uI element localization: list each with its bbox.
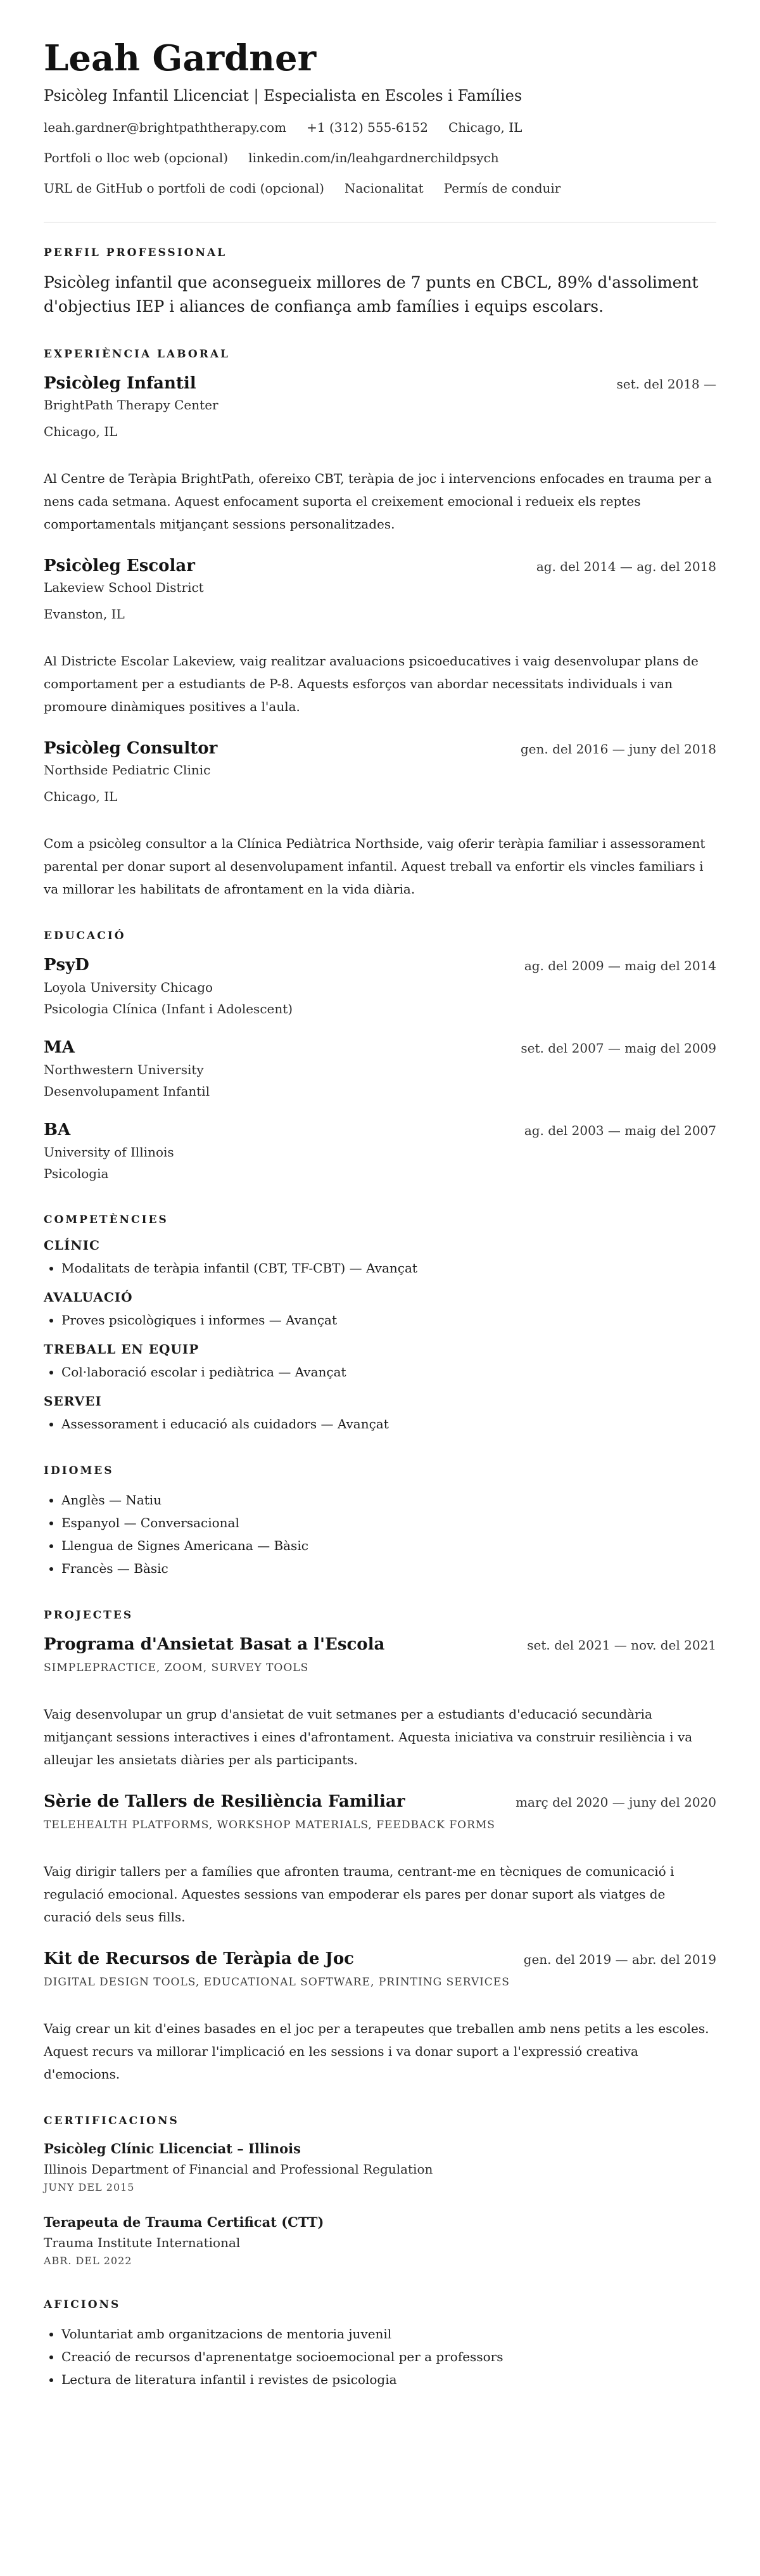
section-projects [44, 1609, 716, 2086]
job-title: Psicòleg Escolar [44, 556, 195, 575]
experience-entry-head [44, 737, 716, 760]
job-location: Chicago, IL [44, 789, 118, 804]
section-title-languages: IDIOMES [44, 1464, 114, 1477]
education-entry-head [44, 1036, 716, 1059]
contact-location: Chicago, IL [448, 120, 522, 135]
skill-item: • Proves psicològiques i informes — Avançat [61, 1309, 716, 1331]
section-certifications [44, 2115, 716, 2269]
language-list [44, 1489, 716, 1580]
job-title: Psicòleg Infantil [44, 374, 196, 393]
project-dates: gen. del 2019 — abr. del 2019 [523, 1952, 716, 1967]
contact-phone[interactable]: +1 (312) 555-6152 [307, 120, 428, 135]
project-description: Vaig desenvolupar un grup d'ansietat de vuit setmanes per a estudiants d'educació secundària mitjançant sessions interactives i eines d'afrontament. Aquesta iniciativa va construir resiliència i va alleujar les ansietats diàries per als participants. [44, 1707, 693, 1767]
section-hobbies [44, 2298, 716, 2391]
contact-linkedin[interactable]: linkedin.com/in/leahgardnerchildpsych [248, 150, 499, 165]
certification-date: JUNY DEL 2015 [44, 2181, 135, 2193]
job-description: Al Centre de Teràpia BrightPath, ofereixo CBT, teràpia de joc i intervencions enfocades en trauma per a nens cada setmana. Aquest enfocament suporta el creixement emocional i redueix els reptes comportamentals mitjançant sessions personalitzades. [44, 471, 712, 532]
language-item: • Espanyol — Conversacional [61, 1511, 716, 1534]
contact-github[interactable]: URL de GitHub o portfoli de codi (opcional) [44, 181, 324, 196]
candidate-headline: Psicòleg Infantil Llicenciat | Especialista en Escoles i Famílies [44, 87, 522, 105]
contact-email[interactable]: leah.gardner@brightpaththerapy.com [44, 120, 287, 135]
project-title: Sèrie de Tallers de Resiliència Familiar [44, 1792, 405, 1811]
field-of-study: Psicologia Clínica (Infant i Adolescent) [44, 1001, 293, 1016]
skill-list [44, 1257, 716, 1279]
skill-item: • Col·laboració escolar i pediàtrica — Avançat [61, 1361, 716, 1383]
skill-category: SERVEI [44, 1394, 102, 1409]
degree-title: PsyD [44, 956, 89, 975]
job-employer: BrightPath Therapy Center [44, 397, 218, 413]
contact-row-extra [44, 180, 716, 196]
section-education [44, 930, 716, 1184]
hobby-item: • Lectura de literatura infantil i revistes de psicologia [61, 2368, 716, 2391]
contact-row-links [44, 150, 716, 166]
contact-nationality: Nacionalitat [344, 181, 424, 196]
school-name: Loyola University Chicago [44, 980, 213, 995]
job-dates: ag. del 2014 — ag. del 2018 [536, 559, 716, 574]
education-dates: ag. del 2003 — maig del 2007 [524, 1123, 716, 1138]
job-employer: Lakeview School District [44, 580, 204, 595]
language-item: • Francès — Bàsic [61, 1557, 716, 1580]
hobby-item: • Creació de recursos d'aprenentatge socioemocional per a professors [61, 2345, 716, 2368]
skill-item: • Assessorament i educació als cuidadors — Avançat [61, 1413, 716, 1435]
project-tools: SIMPLEPRACTICE, ZOOM, SURVEY TOOLS [44, 1662, 309, 1674]
section-title-hobbies: AFICIONS [44, 2298, 121, 2311]
project-entry [44, 1947, 716, 2086]
skill-item: • Modalitats de teràpia infantil (CBT, TF-CBT) — Avançat [61, 1257, 716, 1279]
education-entry-head [44, 954, 716, 977]
skill-category: CLÍNIC [44, 1238, 100, 1253]
school-name: University of Illinois [44, 1144, 174, 1160]
certification-issuer: Trauma Institute International [44, 2235, 241, 2250]
hobby-list [44, 2323, 716, 2391]
certification-title: Psicòleg Clínic Llicenciat – Illinois [44, 2141, 301, 2156]
section-title-certifications: CERTIFICACIONS [44, 2115, 179, 2127]
hobby-item: • Voluntariat amb organitzacions de mentoria juvenil [61, 2323, 716, 2345]
project-tools: TELEHEALTH PLATFORMS, WORKSHOP MATERIALS, FEEDBACK FORMS [44, 1819, 495, 1831]
certification-issuer: Illinois Department of Financial and Professional Regulation [44, 2162, 433, 2177]
resume-header [44, 38, 716, 196]
skill-list [44, 1413, 716, 1435]
language-item: • Llengua de Signes Americana — Bàsic [61, 1534, 716, 1557]
school-name: Northwestern University [44, 1062, 204, 1077]
project-tools: DIGITAL DESIGN TOOLS, EDUCATIONAL SOFTWARE, PRINTING SERVICES [44, 1976, 510, 1989]
section-languages [44, 1464, 716, 1580]
project-entry-head [44, 1633, 716, 1656]
language-item: • Anglès — Natiu [61, 1489, 716, 1511]
certification-title: Terapeuta de Trauma Certificat (CTT) [44, 2214, 324, 2230]
skill-list [44, 1309, 716, 1331]
candidate-name: Leah Gardner [44, 37, 317, 79]
project-dates: set. del 2021 — nov. del 2021 [527, 1637, 716, 1653]
experience-entry [44, 554, 716, 718]
project-title: Programa d'Ansietat Basat a l'Escola [44, 1635, 385, 1654]
education-entry [44, 954, 716, 1020]
job-dates: gen. del 2016 — juny del 2018 [520, 741, 716, 757]
project-entry [44, 1633, 716, 1771]
contact-portfolio[interactable]: Portfoli o lloc web (opcional) [44, 150, 229, 165]
field-of-study: Desenvolupament Infantil [44, 1084, 210, 1099]
education-entry [44, 1036, 716, 1102]
section-title-projects: PROJECTES [44, 1609, 134, 1622]
degree-title: BA [44, 1120, 71, 1139]
skill-list [44, 1361, 716, 1383]
education-dates: set. del 2007 — maig del 2009 [521, 1041, 716, 1056]
experience-entry [44, 372, 716, 535]
certification-entry [44, 2212, 716, 2269]
project-entry [44, 1790, 716, 1928]
education-entry-head [44, 1118, 716, 1141]
project-description: Vaig dirigir tallers per a famílies que afronten trauma, centrant-me en tècniques de comunicació i regulació emocional. Aquestes sessions van empoderar els pares per donar suport als viatges de curació dels seus fills. [44, 1864, 674, 1925]
section-profile [44, 247, 716, 319]
project-description: Vaig crear un kit d'eines basades en el joc per a terapeutes que treballen amb nens petits a les escoles. Aquest recurs va millorar l'implicació en les sessions i va donar suport a l'expressió creativa d'emocions. [44, 2021, 709, 2082]
contact-row-primary [44, 119, 716, 136]
section-title-education: EDUCACIÓ [44, 930, 126, 942]
experience-entry-head [44, 554, 716, 577]
degree-title: MA [44, 1038, 75, 1057]
job-location: Chicago, IL [44, 424, 118, 439]
skill-category: AVALUACIÓ [44, 1290, 133, 1305]
section-title-experience: EXPERIÈNCIA LABORAL [44, 348, 230, 361]
experience-entry [44, 737, 716, 900]
job-employer: Northside Pediatric Clinic [44, 762, 211, 778]
field-of-study: Psicologia [44, 1166, 109, 1181]
education-dates: ag. del 2009 — maig del 2014 [524, 958, 716, 973]
section-title-profile: PERFIL PROFESSIONAL [44, 247, 227, 259]
profile-summary: Psicòleg infantil que aconsegueix millores de 7 punts en CBCL, 89% d'assoliment d'objectius IEP i aliances de confiança amb famílies i equips escolars. [44, 273, 699, 316]
job-description: Al Districte Escolar Lakeview, vaig realitzar avaluacions psicoeducatives i vaig desenvolupar plans de comportament per a estudiants de P-8. Aquests esforços van abordar necessitats individuals i van promoure dinàmiques positives a l'aula. [44, 653, 699, 714]
skill-category: TREBALL EN EQUIP [44, 1342, 200, 1357]
project-entry-head [44, 1790, 716, 1813]
job-description: Com a psicòleg consultor a la Clínica Pediàtrica Northside, vaig oferir teràpia familiar i assessorament parental per donar suport al desenvolupament infantil. Aquest treball va enfortir els vincles familiars i va millorar les habilitats de afrontament en la vida diària. [44, 836, 706, 897]
education-entry [44, 1118, 716, 1184]
certification-entry [44, 2139, 716, 2196]
project-title: Kit de Recursos de Teràpia de Joc [44, 1949, 354, 1968]
project-entry-head [44, 1947, 716, 1970]
job-title: Psicòleg Consultor [44, 739, 218, 758]
job-dates: set. del 2018 — [616, 376, 716, 392]
experience-entry-head [44, 372, 716, 395]
section-title-skills: COMPETÈNCIES [44, 1214, 168, 1226]
certification-date: ABR. DEL 2022 [44, 2255, 132, 2267]
project-dates: març del 2020 — juny del 2020 [516, 1795, 716, 1810]
contact-driving-license: Permís de conduir [443, 181, 561, 196]
job-location: Evanston, IL [44, 606, 125, 622]
section-skills [44, 1214, 716, 1435]
section-experience [44, 348, 716, 900]
